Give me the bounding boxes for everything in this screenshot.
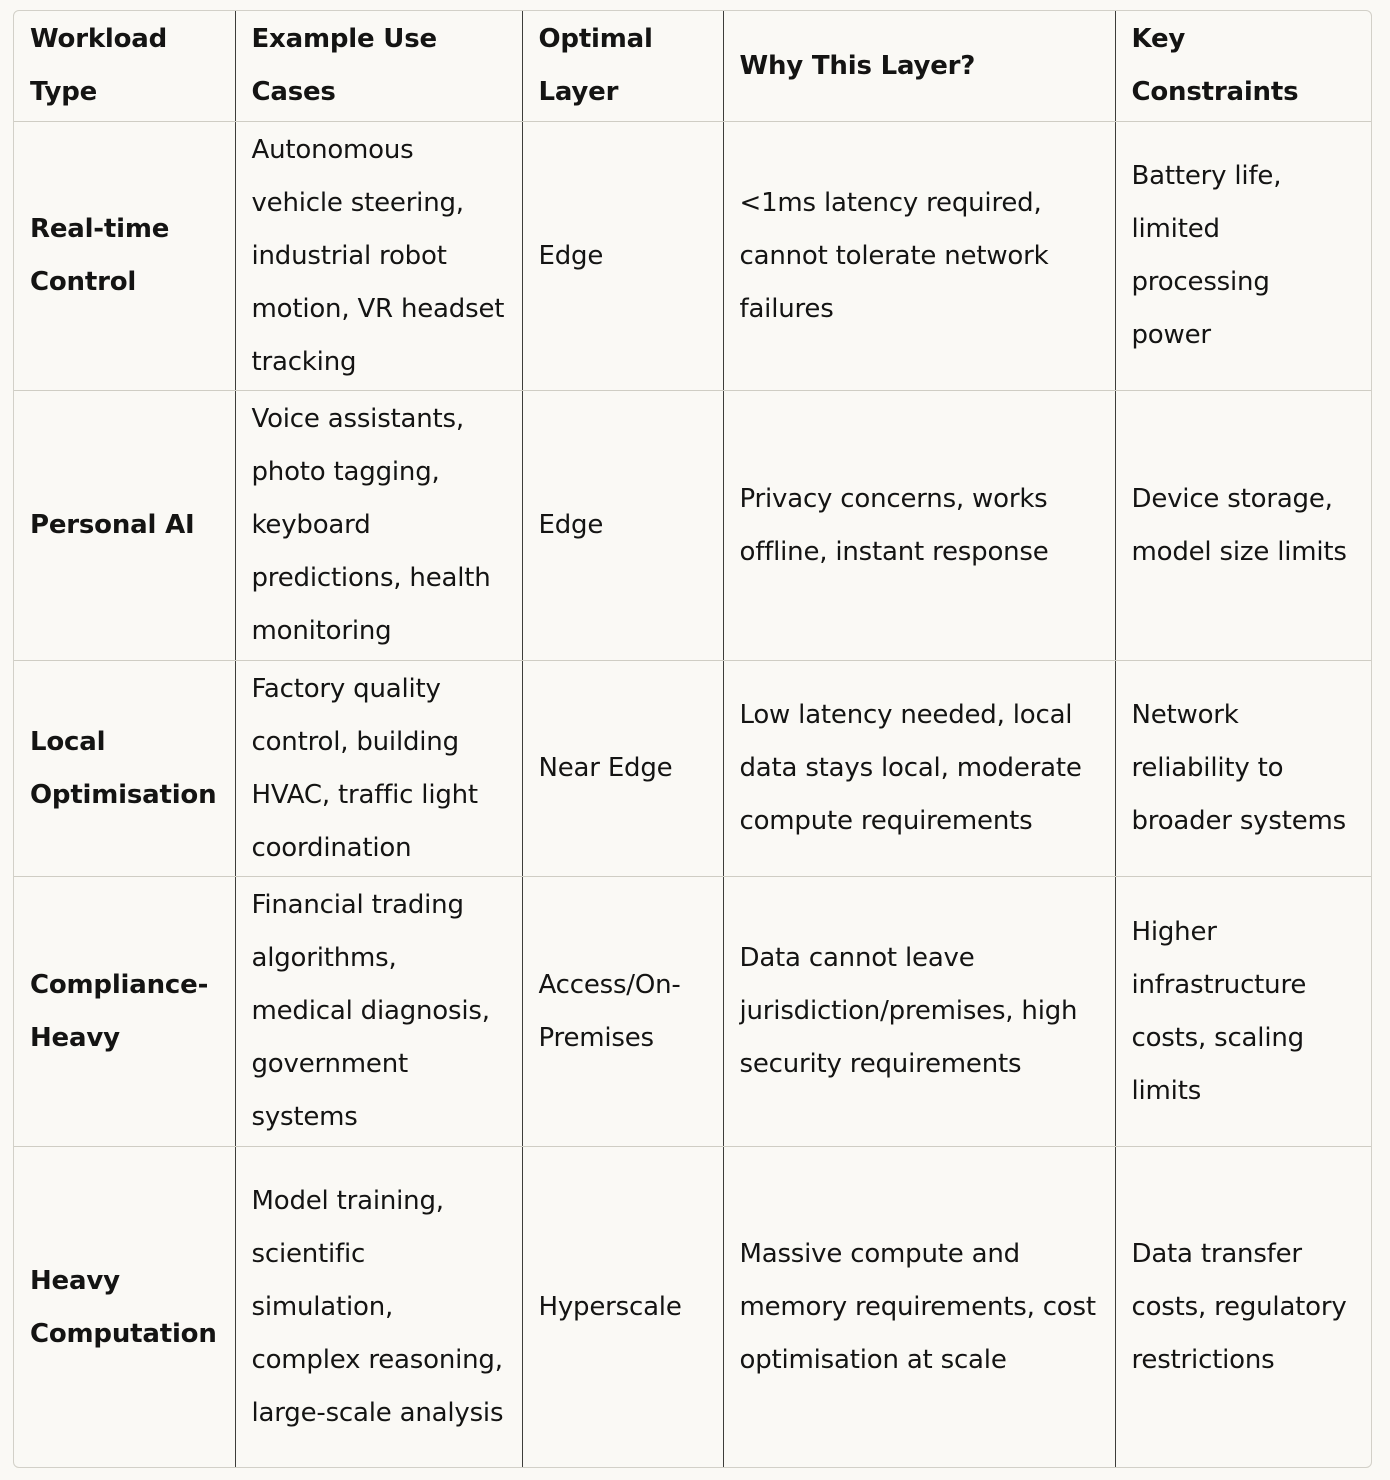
why-cell: Data cannot leave jurisdiction/premises, high security requirements xyxy=(723,877,1115,1147)
workload-type-cell: Personal AI xyxy=(14,391,235,661)
table-row xyxy=(14,122,1372,391)
constraints-cell: Higher infrastructure costs, scaling limits xyxy=(1115,877,1372,1147)
use-cases-cell: Model training, scientific simulation, complex reasoning, large-scale analysis xyxy=(235,1147,522,1469)
why-cell: <1ms latency required, cannot tolerate network failures xyxy=(723,122,1115,391)
optimal-layer-cell: Hyperscale xyxy=(522,1147,723,1469)
constraints-cell: Network reliability to broader systems xyxy=(1115,661,1372,877)
workload-type-cell: Compliance-Heavy xyxy=(14,877,235,1147)
header-workload-type: Workload Type xyxy=(14,11,235,122)
use-cases-cell: Financial trading algorithms, medical diagnosis, government systems xyxy=(235,877,522,1147)
workload-table xyxy=(14,11,1372,1468)
table-body xyxy=(14,122,1372,1469)
optimal-layer-cell: Edge xyxy=(522,391,723,661)
header-example-use-cases: Example Use Cases xyxy=(235,11,522,122)
optimal-layer-cell: Edge xyxy=(522,122,723,391)
table-row xyxy=(14,877,1372,1147)
table-row xyxy=(14,661,1372,877)
why-cell: Massive compute and memory requirements, cost optimisation at scale xyxy=(723,1147,1115,1469)
header-key-constraints: Key Constraints xyxy=(1115,11,1372,122)
why-cell: Privacy concerns, works offline, instant response xyxy=(723,391,1115,661)
workload-type-cell: Heavy Computation xyxy=(14,1147,235,1469)
constraints-cell: Device storage, model size limits xyxy=(1115,391,1372,661)
workload-type-cell: Real-time Control xyxy=(14,122,235,391)
workload-type-cell: Local Optimisation xyxy=(14,661,235,877)
why-cell: Low latency needed, local data stays local, moderate compute requirements xyxy=(723,661,1115,877)
use-cases-cell: Voice assistants, photo tagging, keyboard predictions, health monitoring xyxy=(235,391,522,661)
header-why-this-layer: Why This Layer? xyxy=(723,11,1115,122)
table-header xyxy=(14,11,1372,122)
use-cases-cell: Factory quality control, building HVAC, traffic light coordination xyxy=(235,661,522,877)
use-cases-cell: Autonomous vehicle steering, industrial robot motion, VR headset tracking xyxy=(235,122,522,391)
optimal-layer-cell: Near Edge xyxy=(522,661,723,877)
constraints-cell: Battery life, limited processing power xyxy=(1115,122,1372,391)
header-row xyxy=(14,11,1372,122)
constraints-cell: Data transfer costs, regulatory restrictions xyxy=(1131,1239,1347,1375)
table-row xyxy=(14,1147,1372,1469)
workload-table-container xyxy=(13,10,1372,1468)
optimal-layer-cell: Access/On-Premises xyxy=(522,877,723,1147)
header-optimal-layer: Optimal Layer xyxy=(522,11,723,122)
table-row xyxy=(14,391,1372,661)
